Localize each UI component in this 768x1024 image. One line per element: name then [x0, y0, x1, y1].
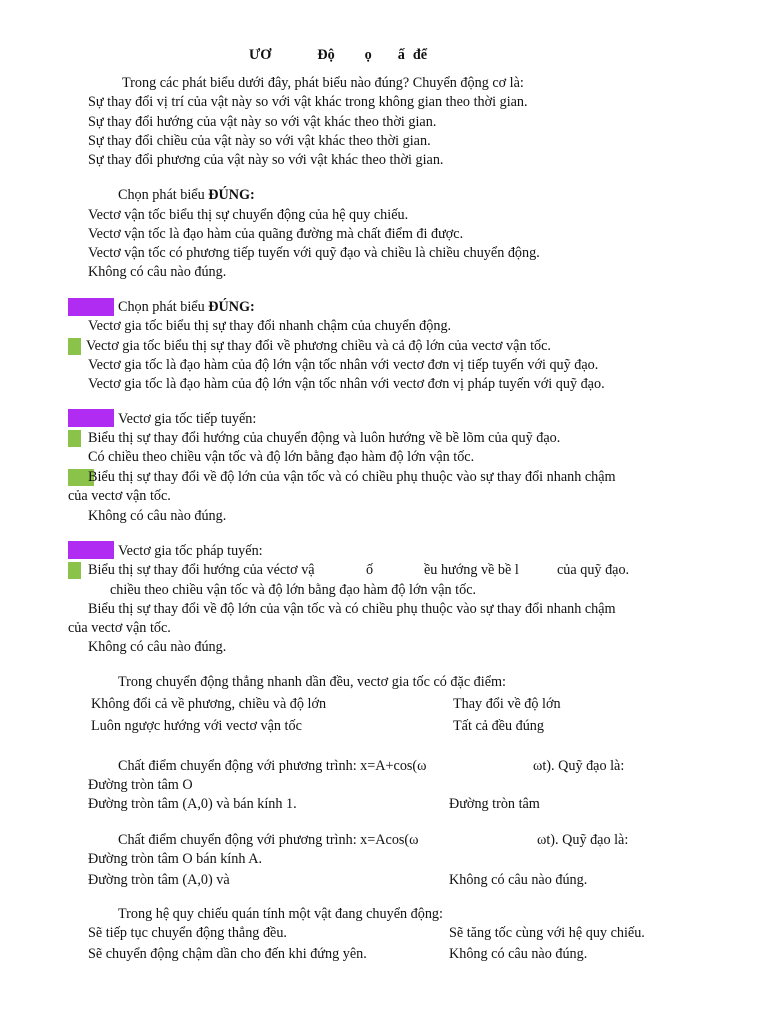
prompt-emphasis: ĐÚNG:	[208, 299, 255, 315]
question-prompt: Trong hệ quy chiếu quán tính một vật đang chuyển động:	[118, 906, 443, 922]
answer-option: Vectơ vận tốc có phương tiếp tuyến với quỹ đạo và chiều là chiều chuyển động.	[88, 245, 540, 261]
question-prompt	[118, 188, 255, 202]
answer-option: Vectơ vận tốc là đạo hàm của quãng đường mà chất điểm đi được.	[88, 226, 464, 242]
answer-option: Sự thay đổi phương của vật này so với vật khác theo thời gian.	[88, 152, 444, 168]
answer-marker	[68, 338, 81, 355]
title-part: để	[412, 47, 428, 63]
question-prompt: Chất điểm chuyển động với phương trình: x=A+cos(ω	[118, 758, 427, 774]
answer-option: Đường tròn tâm O	[88, 777, 193, 793]
answer-option: Sẽ tăng tốc cùng với hệ quy chiếu.	[449, 925, 645, 941]
answer-option: Đường tròn tâm (A,0) và	[88, 872, 230, 888]
answer-option: Không đổi cả về phương, chiều và độ lớn	[91, 696, 327, 712]
highlight-marker	[68, 541, 114, 559]
question-prompt: Trong chuyển động thẳng nhanh dần đều, vectơ gia tốc có đặc điểm:	[118, 674, 506, 690]
answer-option: Vectơ gia tốc biểu thị sự thay đổi nhanh chậm của chuyển động.	[88, 318, 452, 334]
question-prompt	[118, 300, 255, 314]
answer-option-fragment: ều hướng về bề l	[424, 562, 519, 578]
prompt-text: Chọn phát biểu	[118, 187, 209, 203]
question-prompt: Vectơ gia tốc pháp tuyến:	[118, 543, 263, 559]
answer-option: Không có câu nào đúng.	[88, 264, 227, 280]
answer-option: Luôn ngược hướng với vectơ vận tốc	[91, 718, 302, 734]
answer-option: Không có câu nào đúng.	[449, 946, 588, 962]
answer-option: Sự thay đổi chiều của vật này so với vật khác theo thời gian.	[88, 133, 431, 149]
answer-option: Biểu thị sự thay đổi về độ lớn của vận tốc và có chiều phụ thuộc vào sự thay đổi nhanh chậm	[88, 601, 616, 617]
answer-option-fragment: của quỹ đạo.	[557, 562, 630, 578]
answer-option: Không có câu nào đúng.	[88, 639, 227, 655]
answer-marker	[68, 430, 81, 447]
answer-option: Biểu thị sự thay đổi hướng của chuyển động và luôn hướng về bề lõm của quỹ đạo.	[88, 430, 561, 446]
answer-option: Vectơ gia tốc biểu thị sự thay đổi về phương chiều và cả độ lớn của vectơ vận tốc.	[86, 338, 551, 354]
answer-option-continued: của vectơ vận tốc.	[68, 620, 171, 636]
question-prompt: Chất điểm chuyển động với phương trình: x=Acos(ω	[118, 832, 419, 848]
title	[249, 48, 427, 62]
question-prompt-fragment: ωt). Quỹ đạo là:	[537, 832, 629, 848]
answer-option: Biểu thị sự thay đổi hướng của véctơ vậ	[88, 562, 315, 578]
question-prompt-fragment: ωt). Quỹ đạo là:	[533, 758, 625, 774]
answer-option: Vectơ gia tốc là đạo hàm của độ lớn vận tốc nhân với vectơ đơn vị tiếp tuyến với quỹ đạo.	[88, 357, 599, 373]
answer-option: Không có câu nào đúng.	[449, 872, 588, 888]
answer-option: Đường tròn tâm (A,0) và bán kính 1.	[88, 796, 297, 812]
answer-option: Vectơ gia tốc là đạo hàm của độ lớn vận tốc nhân với vectơ đơn vị pháp tuyến với quỹ đạo.	[88, 376, 605, 392]
answer-option: chiều theo chiều vận tốc và độ lớn bằng đạo hàm độ lớn vận tốc.	[110, 582, 477, 598]
answer-option: Sự thay đổi vị trí của vật này so với vật khác trong không gian theo thời gian.	[88, 94, 528, 110]
prompt-emphasis: ĐÚNG:	[208, 187, 255, 203]
answer-option: Có chiều theo chiều vận tốc và độ lớn bằng đạo hàm độ lớn vận tốc.	[88, 449, 475, 465]
answer-option: Đường tròn tâm O bán kính A.	[88, 851, 262, 867]
answer-option: Sẽ chuyển động chậm dần cho đến khi đứng yên.	[88, 946, 367, 962]
question-prompt: Trong các phát biểu dưới đây, phát biểu nào đúng? Chuyển động cơ là:	[122, 75, 524, 91]
title-part: ọ	[364, 47, 372, 63]
answer-option: Vectơ vận tốc biểu thị sự chuyển động của hệ quy chiếu.	[88, 207, 409, 223]
highlight-marker	[68, 409, 114, 427]
answer-option-fragment: ố	[366, 562, 374, 578]
title-part: ƯƠ	[249, 47, 272, 63]
answer-marker	[68, 562, 81, 579]
answer-option: Tất cả đều đúng	[453, 718, 544, 734]
answer-option: Không có câu nào đúng.	[88, 508, 227, 524]
answer-option: Sự thay đổi hướng của vật này so với vật khác theo thời gian.	[88, 114, 437, 130]
question-prompt: Vectơ gia tốc tiếp tuyến:	[118, 411, 257, 427]
prompt-text: Chọn phát biểu	[118, 299, 209, 315]
highlight-marker	[68, 298, 114, 316]
answer-option: Sẽ tiếp tục chuyển động thẳng đều.	[88, 925, 287, 941]
title-part: ấ	[397, 47, 405, 63]
title-part: Độ	[317, 47, 335, 63]
answer-option: Thay đổi về độ lớn	[453, 696, 561, 712]
answer-option: Biểu thị sự thay đổi về độ lớn của vận tốc và có chiều phụ thuộc vào sự thay đổi nhanh chậm	[88, 469, 616, 485]
answer-option: Đường tròn tâm	[449, 796, 540, 812]
answer-option-continued: của vectơ vận tốc.	[68, 488, 171, 504]
